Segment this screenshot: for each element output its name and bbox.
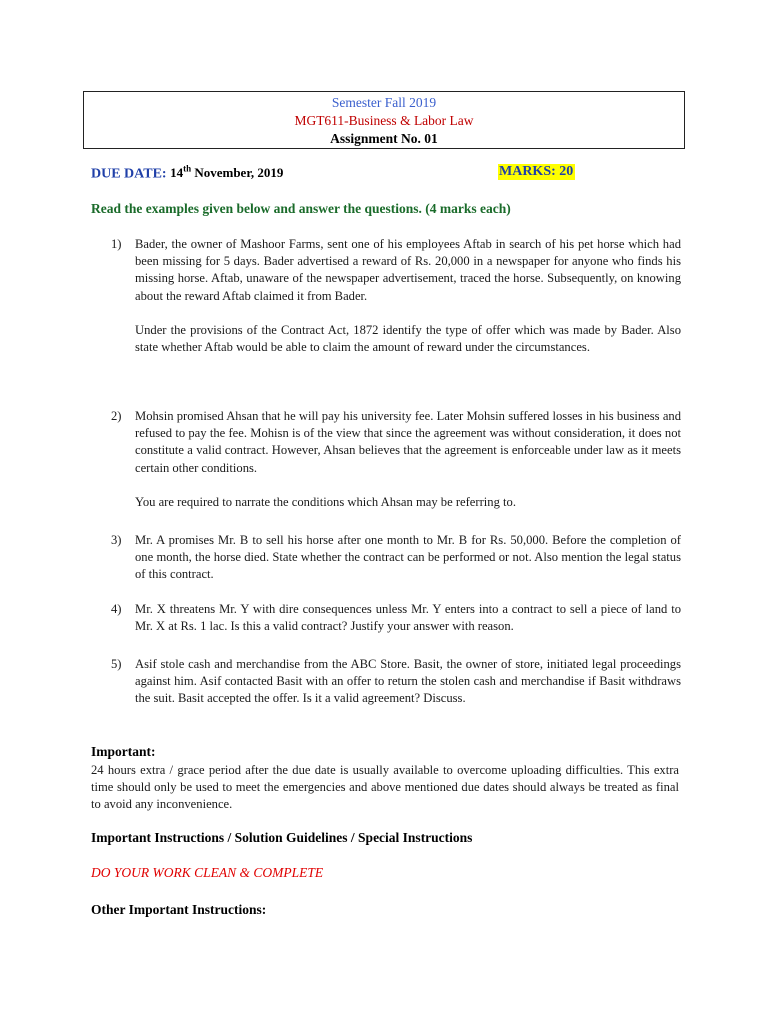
due-date-label: DUE DATE: xyxy=(91,166,167,182)
question-number: 1) xyxy=(111,237,122,251)
question-paragraph: You are required to narrate the conditions which Ahsan may be referring to. xyxy=(135,494,516,509)
due-day: 14 xyxy=(170,165,184,181)
solution-guidelines-title: Important Instructions / Solution Guidelines / Special Instructions xyxy=(91,830,473,845)
do-work-note: DO YOUR WORK CLEAN & COMPLETE xyxy=(91,865,324,880)
question-2 xyxy=(111,408,681,511)
due-day-suffix: th xyxy=(183,164,192,174)
question-1 xyxy=(111,236,681,356)
assignment-title: Assignment No. 01 xyxy=(330,131,438,146)
question-4 xyxy=(111,601,681,635)
question-paragraph: Mr. A promises Mr. B to sell his horse after one month to Mr. B for Rs. 50,000. Before the completion of one month, the horse died. State whether the contract can be performed or not. Also mention the legal status of this contract. xyxy=(135,533,681,582)
important-text: 24 hours extra / grace period after the due date is usually available to overcome uploading difficulties. This extra time should only be used to meet the emergencies and above mentioned due dates should always be treated as final to avoid any inconvenience. xyxy=(91,763,679,812)
semester-title: Semester Fall 2019 xyxy=(331,95,437,110)
course-title: MGT611-Business & Labor Law xyxy=(294,113,474,128)
question-paragraph: Mr. X threatens Mr. Y with dire consequences unless Mr. Y enters into a contract to sell a piece of land to Mr. X at Rs. 1 lac. Is this a valid contract? Justify your answer with reason. xyxy=(135,602,681,634)
question-paragraph: Bader, the owner of Mashoor Farms, sent one of his employees Aftab in search of his pet horse which had been missing for 5 days. Bader advertised a reward of Rs. 20,000 in a newspaper for anyone who finds his missing horse. Aftab, unaware of the newspaper advertisement, traced the horse. Subsequently, on knowing about the reward Aftab claimed it from Bader. xyxy=(135,237,681,303)
question-5 xyxy=(111,656,681,708)
question-paragraph: Under the provisions of the Contract Act, 1872 identify the type of offer which was made by Bader. Also state whether Aftab would be able to claim the amount of reward under the circumstances. xyxy=(135,322,681,355)
instruction-heading: Read the examples given below and answer the questions. (4 marks each) xyxy=(91,201,511,216)
question-number: 4) xyxy=(111,602,122,616)
question-number: 2) xyxy=(111,409,122,423)
important-title: Important: xyxy=(91,744,156,759)
marks-badge: MARKS: 20 xyxy=(499,164,574,179)
due-date-row xyxy=(91,164,681,184)
question-3 xyxy=(111,532,681,584)
due-date-value xyxy=(170,165,283,180)
question-paragraph: Asif stole cash and merchandise from the ABC Store. Basit, the owner of store, initiated legal proceedings against him. Asif contacted Basit with an offer to return the stolen cash and merchandise if Basit withdraws the suit. Basit accepted the offer. Is it a valid agreement? Discuss. xyxy=(135,657,681,706)
due-month-year: November, 2019 xyxy=(194,165,284,181)
other-instructions-title: Other Important Instructions: xyxy=(91,902,267,917)
question-number: 5) xyxy=(111,657,122,671)
header-box xyxy=(83,91,685,149)
question-number: 3) xyxy=(111,533,122,547)
question-paragraph: Mohsin promised Ahsan that he will pay his university fee. Later Mohsin suffered losses in his business and refused to pay the fee. Mohisn is of the view that since the agreement was without consideration, it does not constitute a valid contract. However, Ahsan believes that the agreement is enforceable under law as it meets certain other conditions. xyxy=(135,409,681,475)
